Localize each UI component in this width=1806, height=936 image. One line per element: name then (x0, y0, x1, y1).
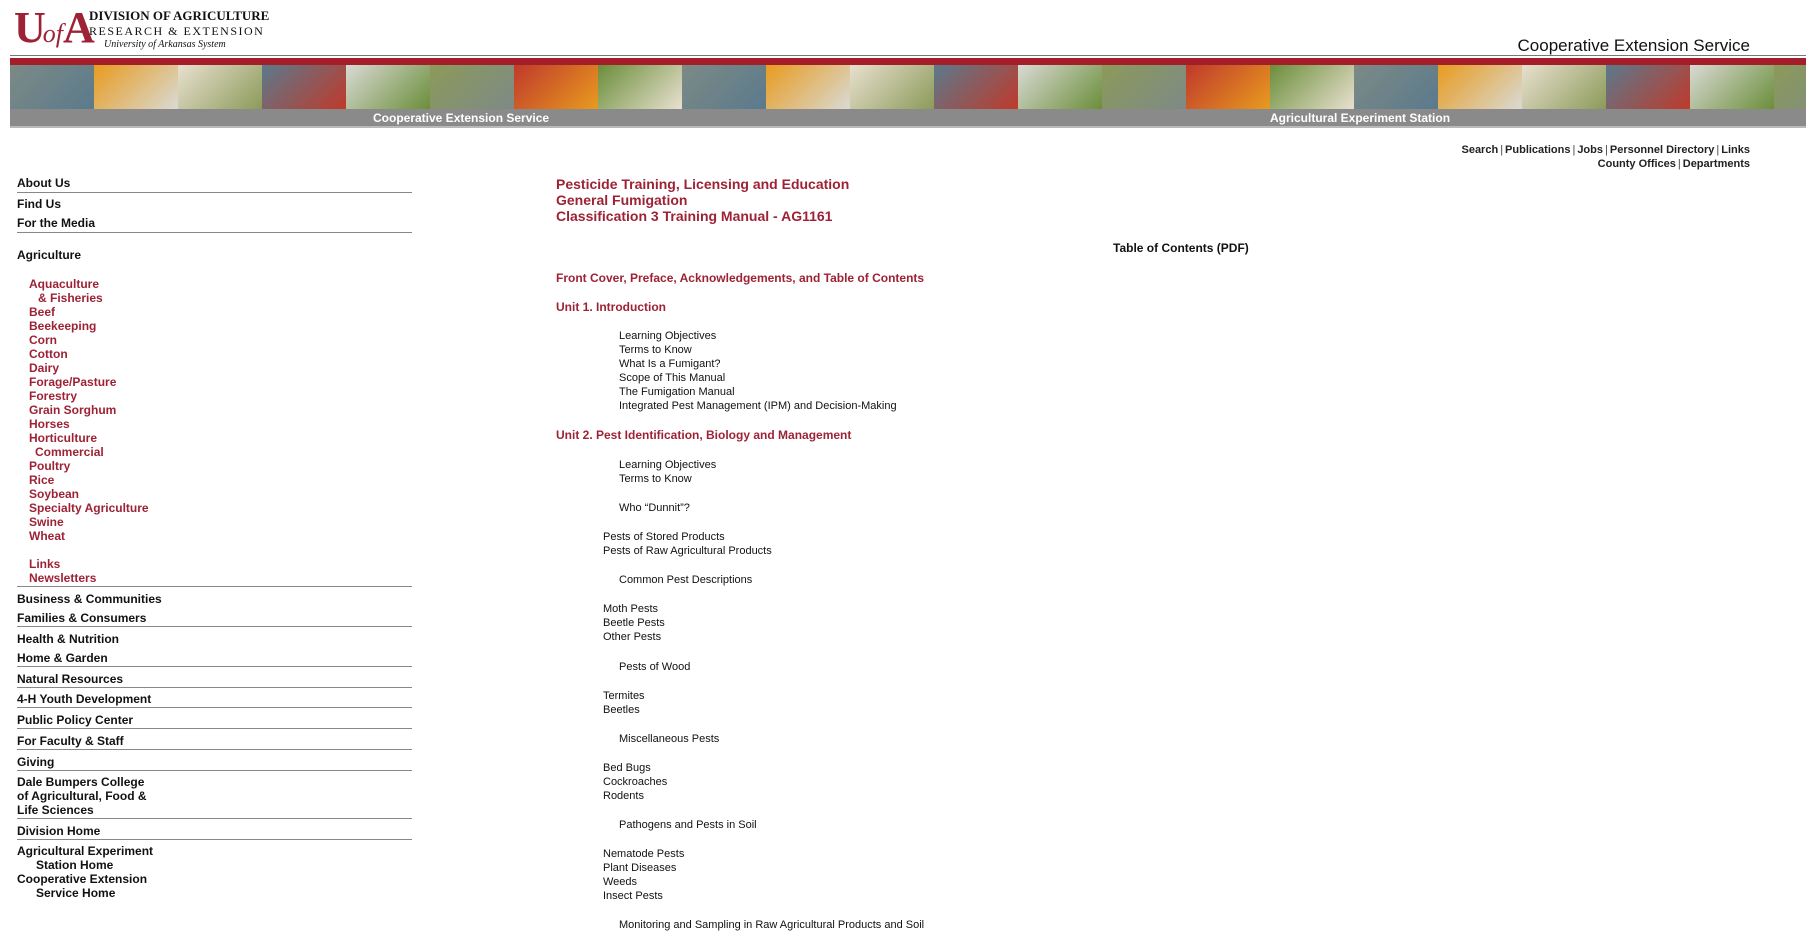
list-item: Common Pest Descriptions (619, 574, 753, 586)
sidebar-item-faculty-staff[interactable]: For Faculty & Staff (17, 734, 124, 748)
nav-ces[interactable]: Cooperative Extension Service (373, 111, 550, 125)
college-line: Dale Bumpers College (17, 775, 145, 789)
banner-photo-tile (934, 65, 1018, 109)
sidebar-divider (17, 666, 412, 667)
sidebar-divider (17, 818, 412, 819)
page-title-topic: General Fumigation (556, 192, 688, 208)
logo-line-division: DIVISION OF AGRICULTURE (89, 8, 270, 23)
list-item: Miscellaneous Pests (619, 733, 720, 745)
list-item: Pests of Wood (619, 661, 691, 673)
sidebar-sub-cotton[interactable]: Cotton (29, 347, 68, 361)
list-item: Insect Pests (603, 890, 663, 902)
link-search[interactable]: Search (1461, 144, 1499, 156)
list-item: What Is a Fumigant? (619, 358, 721, 370)
photo-banner (10, 58, 1806, 109)
sidebar-item-home-garden[interactable]: Home & Garden (17, 651, 108, 665)
list-item: Terms to Know (619, 344, 692, 356)
banner-photo-strip (10, 65, 1806, 109)
sidebar-item-for-the-media[interactable]: For the Media (17, 216, 96, 230)
sidebar-sub-dairy[interactable]: Dairy (29, 361, 60, 375)
aes-home-line: Agricultural Experiment (17, 844, 154, 858)
sidebar-sub-forage-pasture[interactable]: Forage/Pasture (29, 375, 117, 389)
list-item: Pathogens and Pests in Soil (619, 819, 757, 831)
list-item: Weeds (603, 876, 638, 888)
sidebar-sub-corn[interactable]: Corn (29, 333, 57, 347)
list-item: Pests of Stored Products (603, 531, 725, 543)
division-logo[interactable] (14, 3, 270, 52)
sidebar-sub-commercial[interactable]: Commercial (35, 445, 104, 459)
sidebar-sub-grain-sorghum[interactable]: Grain Sorghum (29, 403, 117, 417)
list-item: Plant Diseases (603, 862, 677, 874)
toc-pdf-link[interactable]: Table of Contents (PDF) (1113, 241, 1249, 255)
list-item: The Fumigation Manual (619, 386, 735, 398)
banner-photo-tile (766, 65, 850, 109)
sidebar-sub-soybean[interactable]: Soybean (29, 487, 80, 501)
sidebar-item-public-policy[interactable]: Public Policy Center (17, 713, 134, 727)
list-item: Learning Objectives (619, 330, 717, 342)
list-item: Beetle Pests (603, 617, 665, 629)
sidebar-divider (17, 728, 412, 729)
banner-photo-tile (1606, 65, 1690, 109)
list-item: Bed Bugs (603, 762, 651, 774)
sidebar-sub-newsletters[interactable]: Newsletters (29, 571, 97, 585)
list-item: Pests of Raw Agricultural Products (603, 545, 772, 557)
sidebar-item-aes-home[interactable] (17, 844, 412, 872)
sidebar-sub-fisheries[interactable]: & Fisheries (38, 291, 103, 305)
list-item: Integrated Pest Management (IPM) and Decision-Making (619, 400, 897, 412)
sidebar-item-health[interactable]: Health & Nutrition (17, 632, 119, 646)
banner-photo-tile (178, 65, 262, 109)
sidebar-divider (17, 749, 412, 750)
ua-logo-mark: UofA (14, 3, 92, 52)
logo-line-system: University of Arkansas System (104, 39, 226, 50)
link-jobs[interactable]: Jobs (1577, 144, 1603, 156)
ces-home-line: Cooperative Extension (17, 872, 148, 886)
link-unit-1[interactable]: Unit 1. Introduction (556, 300, 666, 314)
list-item: Monitoring and Sampling in Raw Agricultural Products and Soil (619, 919, 925, 931)
banner-photo-tile (10, 65, 94, 109)
page-title-program: Pesticide Training, Licensing and Education (556, 176, 850, 192)
banner-photo-tile (1690, 65, 1774, 109)
sidebar-item-natural-resources[interactable]: Natural Resources (17, 672, 124, 686)
list-item: Who “Dunnit”? (619, 502, 690, 514)
link-links[interactable]: Links (1721, 144, 1750, 156)
college-line: Life Sciences (17, 803, 94, 817)
list-item: Cockroaches (603, 776, 668, 788)
banner-photo-tile (1018, 65, 1102, 109)
utility-row-1: Search | Publications | Jobs | Personnel Directory | Links (1461, 144, 1750, 156)
banner-photo-tile (1354, 65, 1438, 109)
sidebar-item-division-home[interactable]: Division Home (17, 824, 101, 838)
list-item: Nematode Pests (603, 848, 685, 860)
link-publications[interactable]: Publications (1505, 144, 1571, 156)
sidebar-sub-rice[interactable]: Rice (29, 473, 55, 487)
college-line: of Agricultural, Food & (17, 789, 147, 803)
banner-photo-tile (94, 65, 178, 109)
sidebar-sub-forestry[interactable]: Forestry (29, 389, 78, 403)
sidebar-sub-poultry[interactable]: Poultry (29, 459, 71, 473)
sidebar-sub-horticulture[interactable]: Horticulture (29, 431, 98, 445)
banner-photo-tile (1522, 65, 1606, 109)
list-item: Beetles (603, 704, 640, 716)
sidebar-divider (17, 232, 412, 233)
header-nav-bar (10, 109, 1806, 128)
utility-links (1461, 143, 1750, 171)
sidebar-item-business[interactable]: Business & Communities (17, 592, 162, 606)
list-item: Other Pests (603, 631, 662, 643)
list-item: Rodents (603, 790, 644, 802)
link-personnel-directory[interactable]: Personnel Directory (1609, 144, 1715, 156)
sidebar-nav (17, 176, 412, 900)
agriculture-submenu (17, 277, 412, 585)
ces-home-line: Service Home (36, 886, 116, 900)
main-content (556, 176, 1756, 224)
logo-line-research: RESEARCH & EXTENSION (89, 24, 265, 38)
sidebar-item-giving[interactable]: Giving (17, 755, 55, 769)
sidebar-sub-horses[interactable]: Horses (29, 417, 70, 431)
link-unit-2[interactable]: Unit 2. Pest Identification, Biology and Management (556, 428, 852, 442)
sidebar-sub-specialty-agriculture[interactable]: Specialty Agriculture (29, 501, 149, 515)
link-departments[interactable]: Departments (1682, 158, 1750, 170)
banner-photo-tile (1438, 65, 1522, 109)
banner-photo-tile (1774, 65, 1806, 109)
sidebar-sub-swine[interactable]: Swine (29, 515, 64, 529)
banner-photo-tile (682, 65, 766, 109)
sidebar-sub-aquaculture[interactable]: Aquaculture (29, 277, 100, 291)
link-front-cover[interactable]: Front Cover, Preface, Acknowledgements, and Table of Contents (556, 271, 925, 285)
banner-photo-tile (1186, 65, 1270, 109)
sidebar-item-about-us[interactable]: About Us (17, 176, 71, 190)
sidebar-sub-beekeeping[interactable]: Beekeeping (29, 319, 97, 333)
list-item: Termites (603, 690, 645, 702)
sidebar-divider (17, 770, 412, 771)
sidebar-item-4h[interactable]: 4-H Youth Development (17, 692, 152, 706)
sidebar-item-agriculture[interactable]: Agriculture (17, 248, 82, 262)
banner-photo-tile (598, 65, 682, 109)
sidebar-divider (17, 192, 412, 193)
sidebar-divider (17, 626, 412, 627)
banner-photo-tile (1102, 65, 1186, 109)
sidebar-sub-wheat[interactable]: Wheat (29, 529, 65, 543)
banner-photo-tile (430, 65, 514, 109)
link-county-offices[interactable]: County Offices (1597, 158, 1676, 170)
banner-photo-tile (850, 65, 934, 109)
list-item: Terms to Know (619, 473, 692, 485)
aes-home-line: Station Home (36, 858, 114, 872)
banner-photo-tile (262, 65, 346, 109)
page-title-manual: Classification 3 Training Manual - AG1161 (556, 208, 833, 224)
sidebar-divider (17, 707, 412, 708)
sidebar-sub-beef[interactable]: Beef (29, 305, 56, 319)
banner-photo-tile (346, 65, 430, 109)
sidebar-item-find-us[interactable]: Find Us (17, 197, 61, 211)
nav-aes[interactable]: Agricultural Experiment Station (1270, 111, 1451, 125)
list-item: Moth Pests (603, 603, 659, 615)
list-item: Scope of This Manual (619, 372, 726, 384)
banner-photo-tile (514, 65, 598, 109)
list-item: Learning Objectives (619, 459, 717, 471)
sidebar-sub-links[interactable]: Links (29, 557, 61, 571)
banner-photo-tile (1270, 65, 1354, 109)
header-divider (10, 55, 1806, 56)
sidebar-divider (17, 687, 412, 688)
sidebar-divider (17, 839, 412, 840)
sidebar-item-ces-home[interactable] (17, 872, 412, 900)
sidebar-divider (17, 586, 412, 587)
utility-row-2: County Offices | Departments (1597, 158, 1750, 170)
sidebar-item-college[interactable] (17, 775, 412, 817)
sidebar-item-families[interactable]: Families & Consumers (17, 611, 147, 625)
site-name: Cooperative Extension Service (1517, 36, 1750, 55)
